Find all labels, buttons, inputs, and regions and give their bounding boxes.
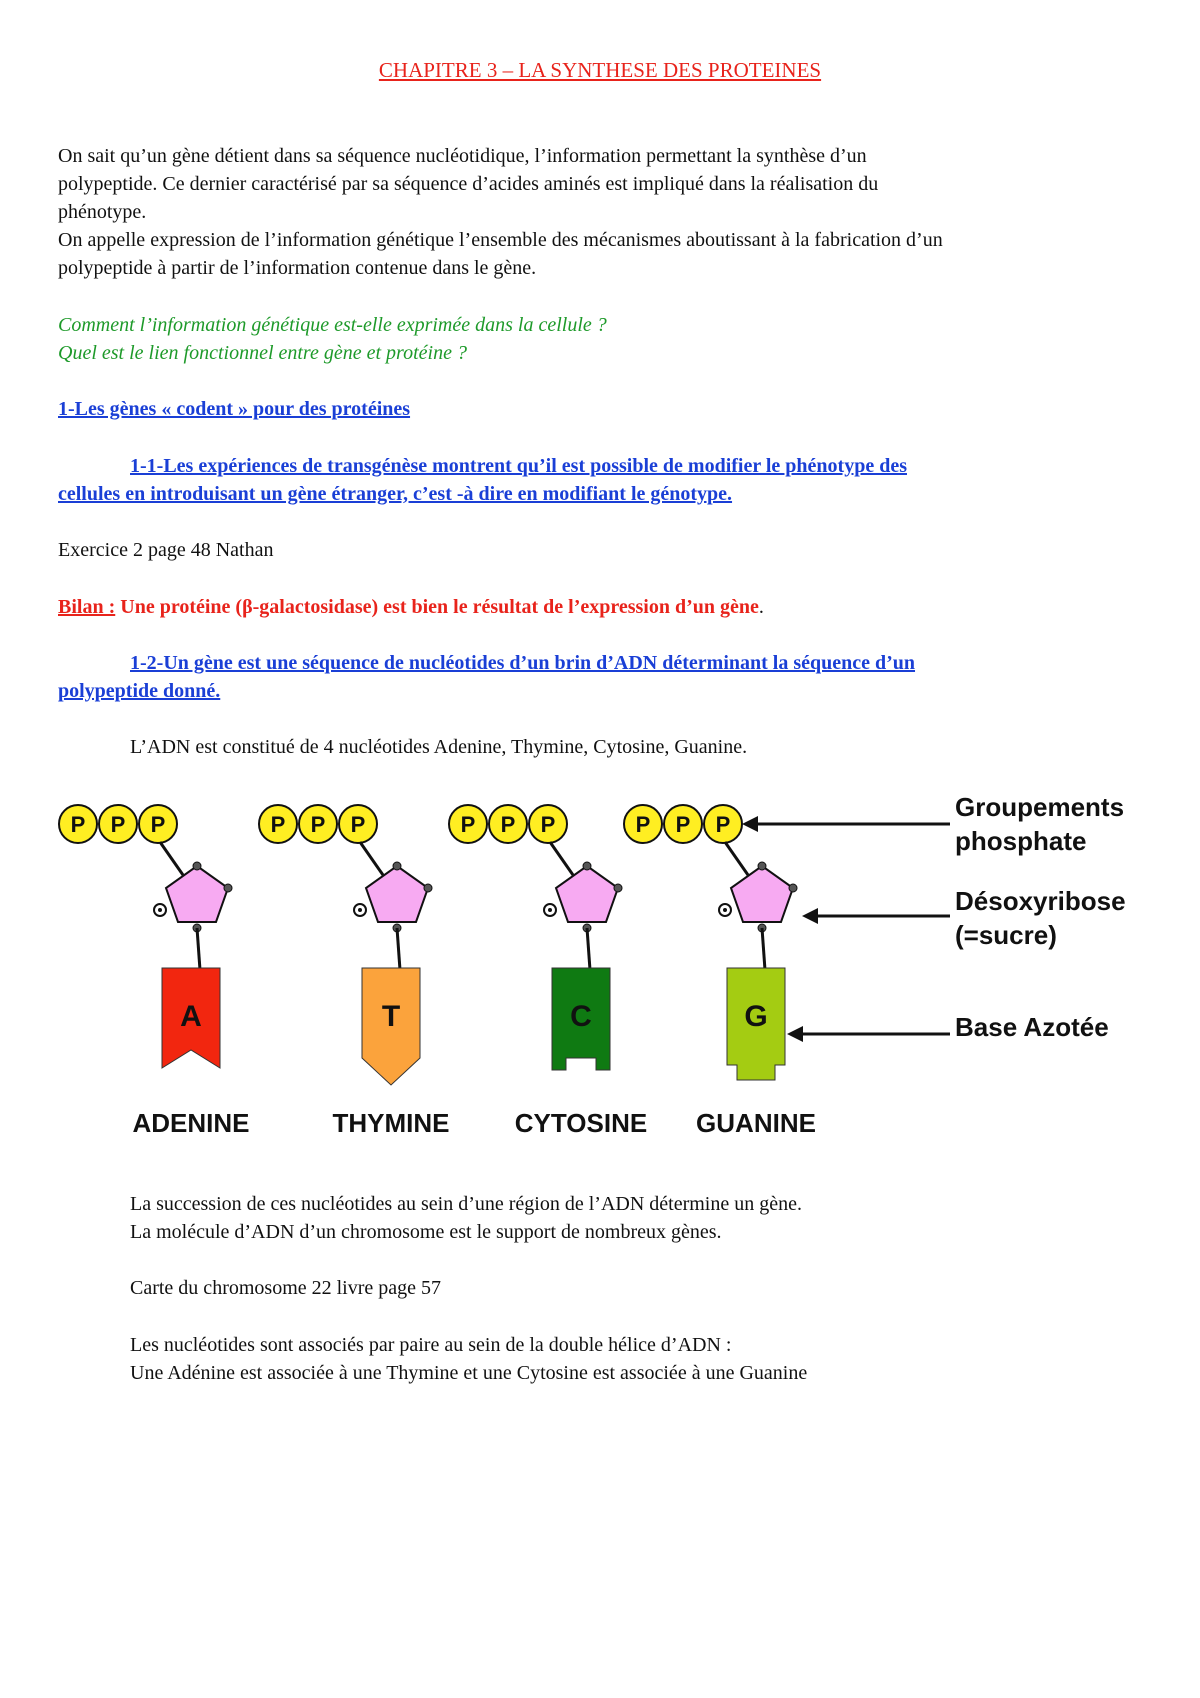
nucleotide-guanine [624, 805, 816, 1138]
phosphate-letter: P [500, 812, 516, 837]
intro-line: polypeptide. Ce dernier caractérisé par sa séquence d’acides aminés est impliqué dans la réalisation du [58, 173, 879, 195]
phosphate-letter: P [635, 812, 651, 837]
base-letter: G [744, 1000, 768, 1033]
atom-dot [224, 884, 232, 892]
sugar-pentagon [731, 866, 793, 922]
bilan-end: . [758, 596, 764, 618]
phosphate-letter: P [675, 812, 691, 837]
atom-dot [614, 884, 622, 892]
subsection-heading: polypeptide donné. [58, 680, 221, 702]
phosphate-letter: P [310, 812, 326, 837]
bond-line [725, 842, 748, 875]
oxygen-center [548, 908, 552, 912]
adn-description: L’ADN est constitué de 4 nucléotides Adenine, Thymine, Cytosine, Guanine. [130, 736, 748, 758]
atom-dot [583, 862, 591, 870]
nucleotide-cytosine [449, 805, 647, 1138]
phosphate-letter: P [715, 812, 731, 837]
bond-line [397, 928, 400, 970]
sugar-arrow [802, 908, 950, 924]
section-heading: 1-Les gènes « codent » pour des protéines [58, 398, 411, 420]
body-line: Les nucléotides sont associés par paire au sein de la double hélice d’ADN : [130, 1334, 732, 1356]
phosphate-letter: P [110, 812, 126, 837]
phosphate-label: phosphate [955, 826, 1087, 856]
intro-line: phénotype. [58, 201, 147, 223]
bond-line [360, 842, 383, 875]
phosphate-label: Groupements [955, 792, 1125, 822]
phosphate-letter: P [350, 812, 366, 837]
subsection-heading: 1-1-Les expériences de transgénèse montrent qu’il est possible de modifier le phénotype des [130, 455, 907, 477]
base-name: ADENINE [132, 1108, 250, 1138]
phosphate-arrow [742, 816, 950, 832]
intro-line: polypeptide à partir de l’information contenue dans le gène. [58, 257, 537, 279]
phosphate-letter: P [540, 812, 556, 837]
nucleotide-adenine [59, 805, 250, 1138]
atom-dot [758, 862, 766, 870]
intro-line: On appelle expression de l’information génétique l’ensemble des mécanismes aboutissant à la fabrication d’un [58, 229, 943, 251]
phosphate-letter: P [460, 812, 476, 837]
base-label: Base Azotée [955, 1012, 1109, 1042]
exercise-reference: Exercice 2 page 48 Nathan [58, 539, 274, 561]
bond-line [587, 928, 590, 970]
atom-dot [424, 884, 432, 892]
base-letter: A [180, 1000, 202, 1033]
sugar-pentagon [166, 866, 228, 922]
bilan-text: Une protéine (β-galactosidase) est bien le résultat de l’expression d’un gène [115, 596, 759, 618]
body-line: La succession de ces nucléotides au sein d’une région de l’ADN détermine un gène. [130, 1193, 802, 1215]
base-name: GUANINE [696, 1108, 816, 1138]
phosphate-letter: P [150, 812, 166, 837]
sugar-pentagon [556, 866, 618, 922]
base-name: CYTOSINE [514, 1108, 648, 1138]
intro-line: On sait qu’un gène détient dans sa séquence nucléotidique, l’information permettant la synthèse d’un [58, 145, 867, 167]
bond-line [762, 928, 765, 970]
body-line: Carte du chromosome 22 livre page 57 [130, 1277, 442, 1299]
bond-line [550, 842, 573, 875]
subsection-heading: 1-2-Un gène est une séquence de nucléotides d’un brin d’ADN déterminant la séquence d’un [130, 652, 916, 674]
sugar-label: (=sucre) [955, 920, 1057, 950]
base-letter: T [381, 1000, 401, 1033]
phosphate-letter: P [70, 812, 86, 837]
bilan-label: Bilan : [58, 596, 116, 618]
phosphate-letter: P [270, 812, 286, 837]
oxygen-center [358, 908, 362, 912]
atom-dot [393, 862, 401, 870]
body-line: La molécule d’ADN d’un chromosome est le support de nombreux gènes. [130, 1221, 722, 1243]
bond-line [160, 842, 183, 875]
base-name: THYMINE [332, 1108, 450, 1138]
bilan-line [58, 593, 764, 621]
atom-dot [193, 862, 201, 870]
oxygen-center [158, 908, 162, 912]
page-title: CHAPITRE 3 – LA SYNTHESE DES PROTEINES [378, 58, 822, 82]
question-line: Comment l’information génétique est-elle exprimée dans la cellule ? [58, 314, 607, 336]
base-arrow [787, 1026, 950, 1042]
sugar-pentagon [366, 866, 428, 922]
oxygen-center [723, 908, 727, 912]
nucleotide-diagram [50, 780, 1150, 1150]
bond-line [197, 928, 200, 970]
subsection-heading: cellules en introduisant un gène étranger, c’est -à dire en modifiant le génotype. [58, 483, 733, 505]
nucleotide-thymine [259, 805, 450, 1138]
atom-dot [789, 884, 797, 892]
sugar-label: Désoxyribose [955, 886, 1126, 916]
base-letter: C [570, 1000, 592, 1033]
body-line: Une Adénine est associée à une Thymine et une Cytosine est associée à une Guanine [130, 1362, 808, 1384]
question-line: Quel est le lien fonctionnel entre gène et protéine ? [58, 342, 467, 364]
